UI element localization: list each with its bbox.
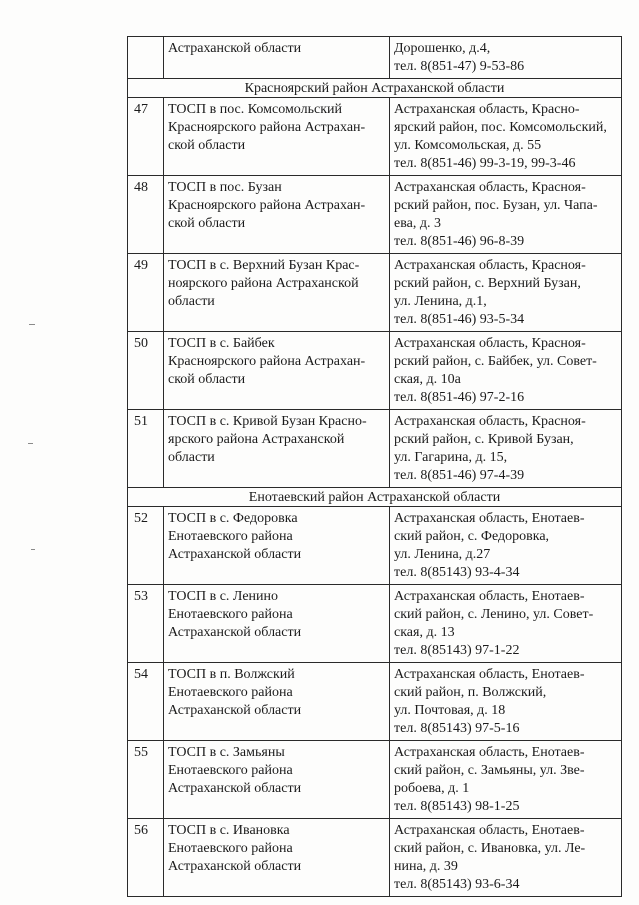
office-name-line: ТОСП в с. Кривой Бузан Красно- — [168, 414, 367, 429]
address-line: тел. 8(85143) 97-5-16 — [394, 721, 520, 736]
row-number: 55 — [128, 741, 164, 819]
address-line: ул. Ленина, д.27 — [394, 547, 491, 562]
address-cell — [390, 819, 622, 897]
address-line: рский район, пос. Бузан, ул. Чапа- — [394, 198, 598, 213]
office-name-line: Енотаевского района — [168, 529, 293, 544]
office-name-line: Енотаевского района — [168, 685, 293, 700]
office-name-cell — [164, 410, 390, 488]
address-cell — [390, 741, 622, 819]
address-line: Астраханская область, Красноя- — [394, 414, 586, 429]
office-name-line: ской области — [168, 372, 246, 387]
address-line: ская, д. 13 — [394, 625, 455, 640]
address-cell — [390, 663, 622, 741]
address-line: Астраханская область, Енотаев- — [394, 745, 585, 760]
section-title: Красноярский район Астраханской области — [128, 79, 622, 98]
address-line: ская, д. 10а — [394, 372, 461, 387]
address-line: робоева, д. 1 — [394, 781, 470, 796]
office-name-line: Астраханской области — [168, 547, 302, 562]
office-name-line: ТОСП в пос. Бузан — [168, 180, 282, 195]
table-row — [128, 176, 622, 254]
office-address-table — [127, 36, 622, 897]
table-body — [128, 37, 622, 897]
table-row — [128, 663, 622, 741]
address-line: тел. 8(85143) 93-4-34 — [394, 565, 520, 580]
address-cell — [390, 176, 622, 254]
office-name-line: ТОСП в с. Федоровка — [168, 511, 298, 526]
office-name-line: Красноярского района Астрахан- — [168, 198, 366, 213]
address-line: тел. 8(851-46) 97-2-16 — [394, 390, 525, 405]
address-line: ский район, п. Волжский, — [394, 685, 547, 700]
office-name-cell — [164, 37, 390, 79]
address-line: ул. Почтовая, д. 18 — [394, 703, 506, 718]
address-line: ский район, с. Ленино, ул. Совет- — [394, 607, 594, 622]
office-name-line: Астраханской области — [168, 859, 302, 874]
address-line: тел. 8(851-46) 99-3-19, 99-3-46 — [394, 156, 576, 171]
office-name-line: ярского района Астраханской — [168, 432, 345, 447]
office-name-line: ТОСП в с. Байбек — [168, 336, 275, 351]
office-name-line: Енотаевского района — [168, 763, 293, 778]
address-line: ский район, с. Замьяны, ул. Зве- — [394, 763, 585, 778]
office-name-line: области — [168, 450, 215, 465]
office-name-line: ноярского района Астраханской — [168, 276, 359, 291]
office-name-line: ТОСП в с. Ленино — [168, 589, 279, 604]
address-line: тел. 8(851-47) 9-53-86 — [394, 59, 525, 74]
office-name-line: ской области — [168, 138, 246, 153]
office-name-cell — [164, 663, 390, 741]
address-line: тел. 8(85143) 98-1-25 — [394, 799, 520, 814]
office-name-cell — [164, 507, 390, 585]
address-line: нина, д. 39 — [394, 859, 458, 874]
office-name-line: Астраханской области — [168, 625, 302, 640]
row-number: 56 — [128, 819, 164, 897]
section-header-row — [128, 79, 622, 98]
table-row — [128, 410, 622, 488]
address-line: ский район, с. Ивановка, ул. Ле- — [394, 841, 586, 856]
office-name-line: ТОСП в с. Верхний Бузан Крас- — [168, 258, 360, 273]
address-line: тел. 8(85143) 97-1-22 — [394, 643, 520, 658]
office-name-cell — [164, 98, 390, 176]
table-row — [128, 98, 622, 176]
address-line: тел. 8(851-46) 96-8-39 — [394, 234, 525, 249]
address-line: Астраханская область, Красноя- — [394, 180, 586, 195]
office-name-line: Енотаевского района — [168, 841, 293, 856]
section-header-row — [128, 488, 622, 507]
scan-speck — [29, 324, 35, 325]
address-line: ул. Ленина, д.1, — [394, 294, 487, 309]
address-line: ул. Комсомольская, д. 55 — [394, 138, 542, 153]
office-name-cell — [164, 585, 390, 663]
row-number: 51 — [128, 410, 164, 488]
address-line: тел. 8(85143) 93-6-34 — [394, 877, 520, 892]
row-number — [128, 37, 164, 79]
row-number: 53 — [128, 585, 164, 663]
office-name-line: ТОСП в с. Ивановка — [168, 823, 290, 838]
office-name-cell — [164, 254, 390, 332]
section-title: Енотаевский район Астраханской области — [128, 488, 622, 507]
row-number: 54 — [128, 663, 164, 741]
table-row — [128, 332, 622, 410]
office-name-line: Красноярского района Астрахан- — [168, 120, 366, 135]
row-number: 48 — [128, 176, 164, 254]
scan-speck — [31, 549, 35, 550]
address-line: Астраханская область, Красноя- — [394, 336, 586, 351]
office-name-line: ТОСП в п. Волжский — [168, 667, 295, 682]
address-cell — [390, 410, 622, 488]
office-name-cell — [164, 332, 390, 410]
address-line: Астраханская область, Енотаев- — [394, 667, 585, 682]
address-line: рский район, с. Верхний Бузан, — [394, 276, 581, 291]
table-row — [128, 254, 622, 332]
office-name-cell — [164, 741, 390, 819]
address-cell — [390, 585, 622, 663]
address-cell — [390, 332, 622, 410]
row-number: 49 — [128, 254, 164, 332]
address-line: рский район, с. Кривой Бузан, — [394, 432, 574, 447]
address-line: Дорошенко, д.4, — [394, 41, 491, 56]
office-name-line: Красноярского района Астрахан- — [168, 354, 366, 369]
office-name-line: Астраханской области — [168, 781, 302, 796]
office-name-line: области — [168, 294, 215, 309]
address-cell — [390, 507, 622, 585]
address-cell — [390, 98, 622, 176]
address-line: Астраханская область, Енотаев- — [394, 511, 585, 526]
table-row — [128, 37, 622, 79]
address-line: тел. 8(851-46) 93-5-34 — [394, 312, 525, 327]
address-line: Астраханская область, Красно- — [394, 102, 580, 117]
office-name-line: Енотаевского района — [168, 607, 293, 622]
address-line: Астраханская область, Енотаев- — [394, 823, 585, 838]
office-name-line: ТОСП в с. Замьяны — [168, 745, 285, 760]
address-line: ский район, с. Федоровка, — [394, 529, 550, 544]
table-row — [128, 819, 622, 897]
address-line: рский район, с. Байбек, ул. Совет- — [394, 354, 597, 369]
address-line: ева, д. 3 — [394, 216, 441, 231]
table-row — [128, 585, 622, 663]
address-cell — [390, 37, 622, 79]
table-row — [128, 507, 622, 585]
office-name-line: ской области — [168, 216, 246, 231]
address-line: ул. Гагарина, д. 15, — [394, 450, 508, 465]
table-row — [128, 741, 622, 819]
office-name-line: ТОСП в пос. Комсомольский — [168, 102, 342, 117]
office-name-cell — [164, 819, 390, 897]
row-number: 50 — [128, 332, 164, 410]
office-name-line: Астраханской области — [168, 41, 302, 56]
address-line: тел. 8(851-46) 97-4-39 — [394, 468, 525, 483]
address-line: Астраханская область, Енотаев- — [394, 589, 585, 604]
row-number: 52 — [128, 507, 164, 585]
row-number: 47 — [128, 98, 164, 176]
address-line: ярский район, пос. Комсомольский, — [394, 120, 607, 135]
office-name-cell — [164, 176, 390, 254]
address-line: Астраханская область, Красноя- — [394, 258, 586, 273]
scan-speck — [28, 443, 33, 444]
address-cell — [390, 254, 622, 332]
office-name-line: Астраханской области — [168, 703, 302, 718]
